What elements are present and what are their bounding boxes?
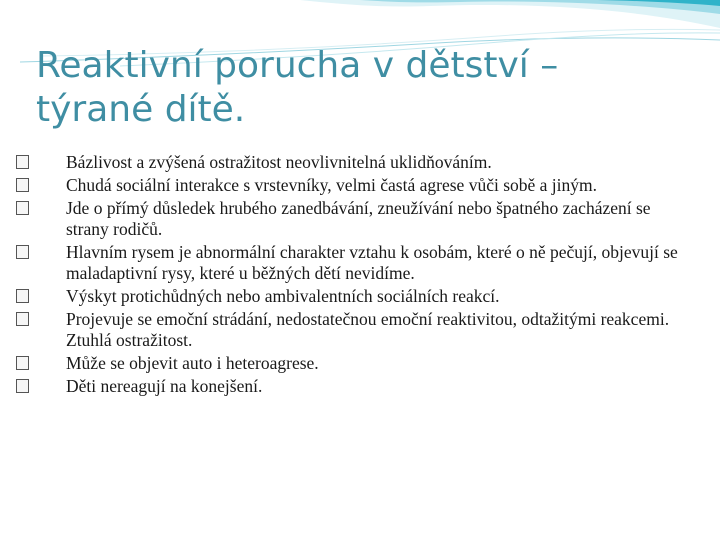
placeholder-box-icon (16, 289, 29, 303)
bullet-text: Jde o přímý důsledek hrubého zanedbávání, zneužívání nebo špatného zacházení se strany rodičů. (66, 198, 651, 239)
list-item (16, 242, 696, 284)
placeholder-box-icon (16, 201, 29, 215)
placeholder-box-icon (16, 178, 29, 192)
bullet-text: Projevuje se emoční strádání, nedostatečnou emoční reaktivitou, odtažitými reakcemi. Ztuhlá ostražitost. (66, 309, 670, 350)
slide-title: Reaktivní porucha v dětství – týrané dítě. (36, 45, 559, 130)
list-item (16, 286, 696, 307)
placeholder-box-icon (16, 312, 29, 326)
list-item (16, 152, 696, 173)
list-item (16, 376, 696, 397)
placeholder-box-icon (16, 245, 29, 259)
placeholder-box-icon (16, 356, 29, 370)
bullet-list (16, 152, 696, 399)
list-item (16, 309, 696, 351)
placeholder-box-icon (16, 379, 29, 393)
list-item (16, 175, 696, 196)
bullet-text: Děti nereagují na konejšení. (66, 376, 263, 396)
list-item (16, 198, 696, 240)
placeholder-box-icon (16, 155, 29, 169)
bullet-text: Hlavním rysem je abnormální charakter vztahu k osobám, které o ně pečují, objevují se maladaptivní rysy, které u běžných dětí nevidíme. (66, 242, 678, 283)
bullet-text: Chudá sociální interakce s vrstevníky, velmi častá agrese vůči sobě a jiným. (66, 175, 597, 195)
bullet-text: Výskyt protichůdných nebo ambivalentních sociálních reakcí. (66, 286, 500, 306)
bullet-text: Může se objevit auto i heteroagrese. (66, 353, 319, 373)
list-item (16, 353, 696, 374)
bullet-text: Bázlivost a zvýšená ostražitost neovlivnitelná uklidňováním. (66, 152, 492, 172)
